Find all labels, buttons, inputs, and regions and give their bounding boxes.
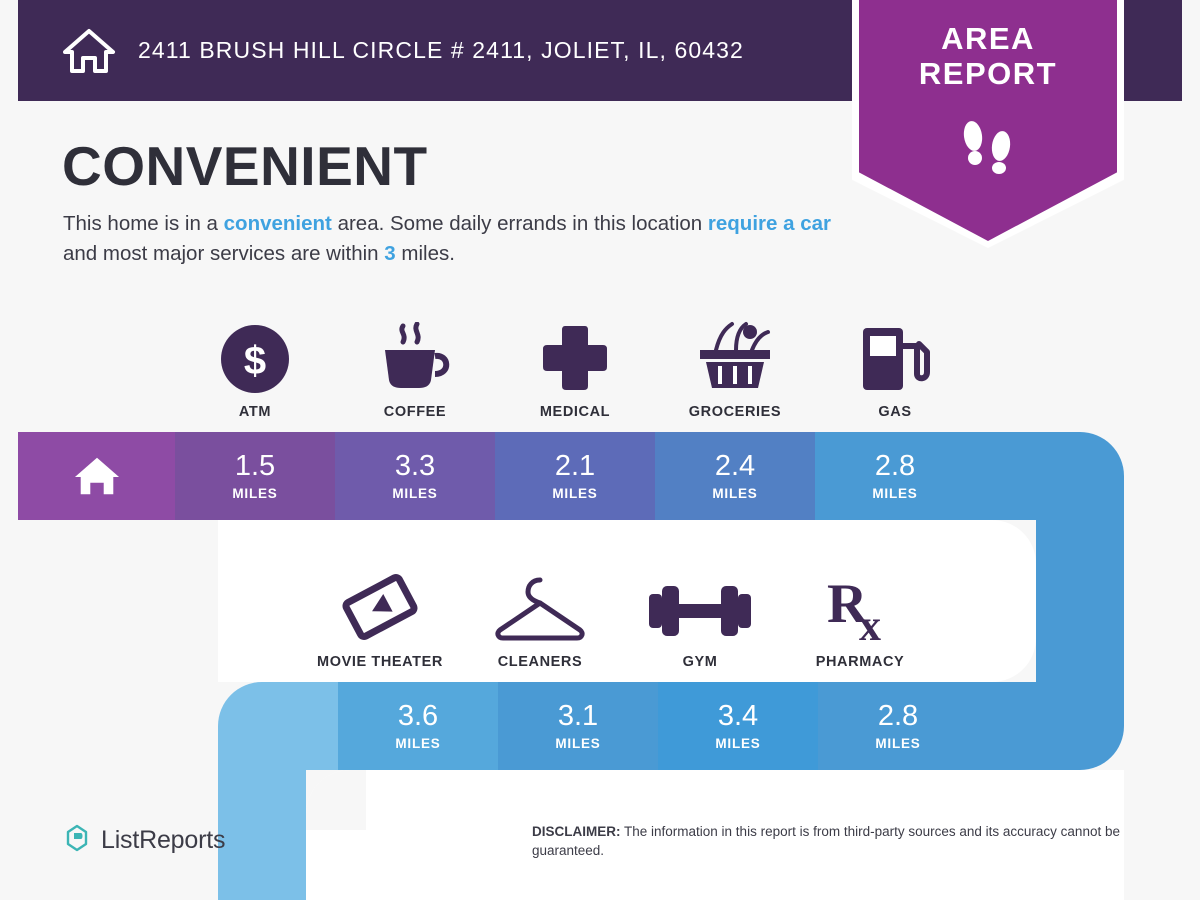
distance-bar-row-2 xyxy=(218,682,1124,770)
property-address: 2411 BRUSH HILL CIRCLE # 2411, JOLIET, IL, 60432 xyxy=(138,37,744,63)
svg-text:R: R xyxy=(827,573,868,635)
disclaimer xyxy=(532,822,1132,860)
distance-unit: MILES xyxy=(872,485,918,501)
distance-unit: MILES xyxy=(395,735,441,751)
amenity-icons-row-2 xyxy=(300,560,1015,670)
distance-cell-movie-theater xyxy=(338,682,498,770)
clothes-hanger-icon xyxy=(488,572,592,644)
amenity-label: GAS xyxy=(878,404,912,420)
distance-bar-row-1 xyxy=(18,432,1124,520)
amenity-cleaners xyxy=(460,560,620,670)
grocery-basket-icon xyxy=(692,322,778,394)
distance-cell-groceries xyxy=(655,432,815,520)
page-subtitle xyxy=(63,209,833,268)
distance-unit: MILES xyxy=(875,735,921,751)
bar-head-left xyxy=(218,682,338,770)
distance-value: 2.4 xyxy=(714,449,756,482)
bar-connector-left xyxy=(218,770,306,900)
distance-cell-atm xyxy=(175,432,335,520)
subtitle-part-2: area. Some daily errands in this location xyxy=(331,212,708,235)
distance-unit: MILES xyxy=(552,485,598,501)
dollar-circle-icon xyxy=(220,322,290,394)
distance-cell-medical xyxy=(495,432,655,520)
subtitle-part-3: and most major services are within xyxy=(63,241,385,265)
distance-value: 2.8 xyxy=(874,449,916,482)
svg-text:x: x xyxy=(859,601,881,644)
badge-line-1: AREA xyxy=(941,21,1035,56)
subtitle-part-1: This home is in a xyxy=(63,212,224,235)
amenity-gym xyxy=(620,560,780,670)
amenity-label: MEDICAL xyxy=(539,404,611,420)
amenity-label: PHARMACY xyxy=(815,654,905,670)
area-report-badge xyxy=(852,0,1124,248)
bar-tail-right-bottom xyxy=(978,682,1124,770)
movie-ticket-icon xyxy=(338,572,422,644)
distance-value: 2.1 xyxy=(554,449,596,482)
white-corner-mask xyxy=(306,770,366,830)
amenity-label: GYM xyxy=(682,654,718,670)
amenity-medical xyxy=(495,310,655,420)
disclaimer-label: DISCLAIMER: xyxy=(532,823,621,839)
distance-cell-pharmacy xyxy=(818,682,978,770)
listreports-logo-icon xyxy=(62,823,92,858)
amenity-groceries xyxy=(655,310,815,420)
page-title: CONVENIENT xyxy=(62,135,428,197)
subtitle-highlight-3: 3 xyxy=(384,241,396,265)
distance-cell-coffee xyxy=(335,432,495,520)
subtitle-part-4: miles. xyxy=(395,241,455,265)
distance-cell-cleaners xyxy=(498,682,658,770)
amenity-movie-theater xyxy=(300,560,460,670)
distance-value: 3.3 xyxy=(394,449,436,482)
rx-icon xyxy=(821,572,899,644)
amenity-gas xyxy=(815,310,975,420)
subtitle-highlight-2: require a car xyxy=(707,212,831,235)
medical-cross-icon xyxy=(538,322,612,394)
amenity-label: GROCERIES xyxy=(688,404,782,420)
amenity-pharmacy xyxy=(780,560,940,670)
disclaimer-text: The information in this report is from third-party sources and its accuracy cannot be guaranteed. xyxy=(532,823,1120,858)
amenity-label: ATM xyxy=(238,404,272,420)
distance-value: 3.1 xyxy=(557,699,599,732)
dumbbell-icon xyxy=(647,572,753,644)
amenity-label: MOVIE THEATER xyxy=(317,654,443,670)
bar-connector-right xyxy=(1036,520,1124,682)
coffee-cup-icon xyxy=(373,322,457,394)
listreports-logo-text: ListReports xyxy=(101,826,226,854)
distance-unit: MILES xyxy=(232,485,278,501)
distance-cell-gas xyxy=(815,432,975,520)
footsteps-icon xyxy=(852,118,1124,174)
amenity-icons-row-1 xyxy=(175,310,1015,420)
home-marker-icon xyxy=(18,432,175,520)
listreports-logo[interactable] xyxy=(62,823,225,858)
distance-value: 3.6 xyxy=(397,699,439,732)
bar-tail-right xyxy=(975,432,1124,520)
distance-unit: MILES xyxy=(555,735,601,751)
home-icon xyxy=(62,27,116,75)
distance-unit: MILES xyxy=(715,735,761,751)
distance-value: 3.4 xyxy=(717,699,759,732)
distance-unit: MILES xyxy=(712,485,758,501)
distance-unit: MILES xyxy=(392,485,438,501)
gas-pump-icon xyxy=(857,322,933,394)
amenity-label: CLEANERS xyxy=(497,654,583,670)
badge-line-2: REPORT xyxy=(918,55,1058,91)
distance-cell-gym xyxy=(658,682,818,770)
svg-text:$: $ xyxy=(243,339,267,383)
amenity-label: COFFEE xyxy=(383,404,447,420)
amenity-coffee xyxy=(335,310,495,420)
distance-value: 1.5 xyxy=(234,449,276,482)
amenity-atm xyxy=(175,310,335,420)
badge-title xyxy=(852,22,1124,91)
subtitle-highlight-1: convenient xyxy=(223,212,332,235)
distance-value: 2.8 xyxy=(877,699,919,732)
